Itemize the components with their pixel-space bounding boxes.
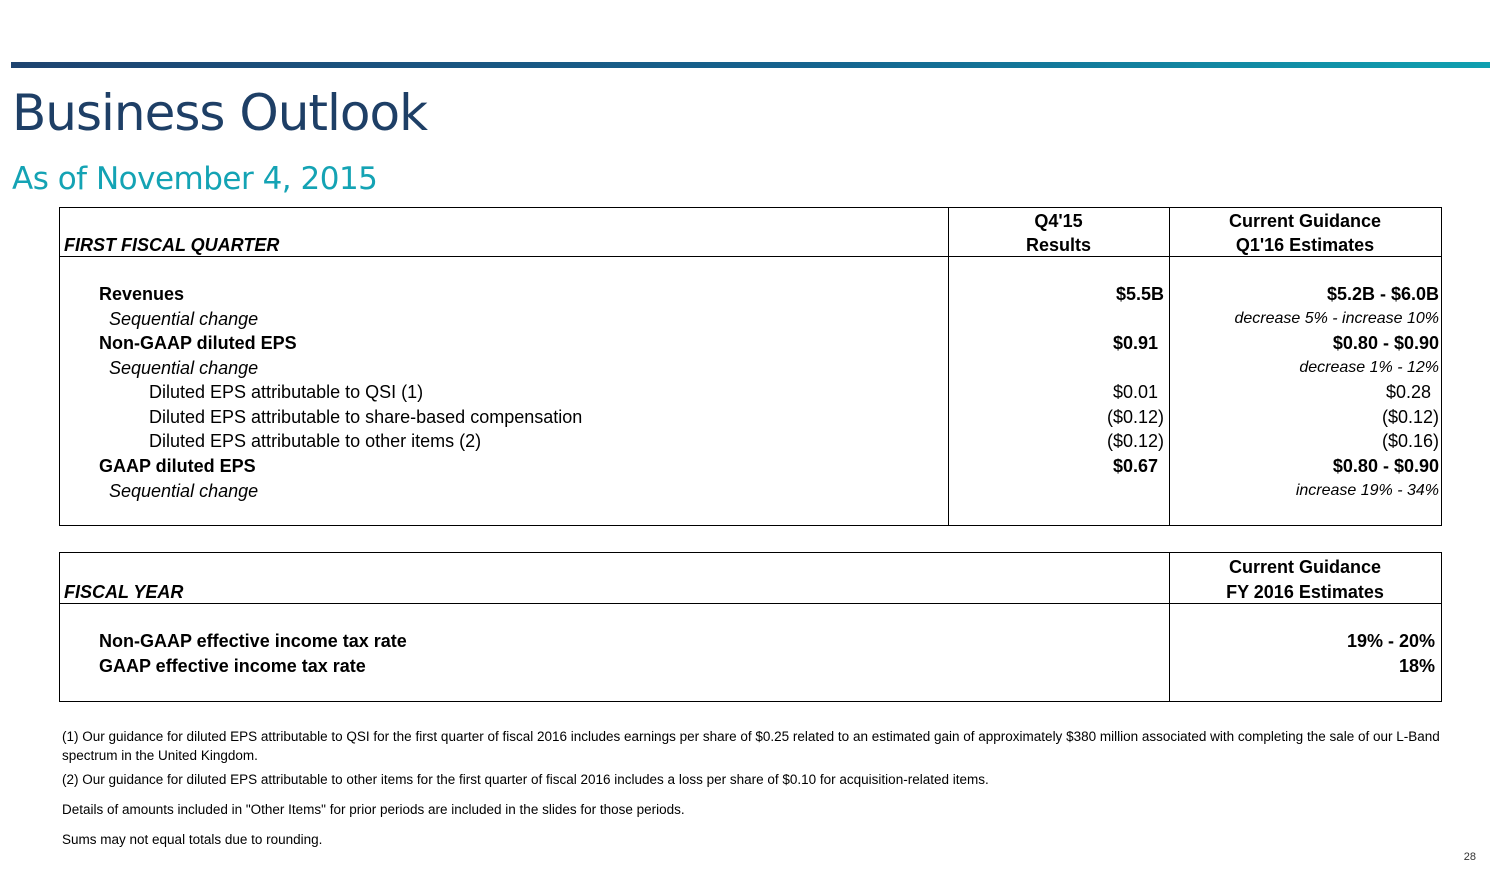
row-q4-nongaap-eps: $0.91 — [1112, 333, 1158, 353]
section-label-fiscal-year: FISCAL YEAR — [64, 582, 184, 602]
row-label-nongaap-tax: Non-GAAP effective income tax rate — [99, 631, 407, 651]
row-value-nongaap-tax: 19% - 20% — [1346, 631, 1435, 651]
row-q4-sbc: ($0.12) — [1106, 407, 1164, 427]
row-label-sbc: Diluted EPS attributable to share-based compensation — [149, 407, 583, 427]
header-guidance-line2: Q1'16 Estimates — [1235, 235, 1375, 255]
row-label-revenues: Revenues — [99, 284, 185, 304]
row-guidance-revenue-seq: decrease 5% - increase 10% — [1234, 310, 1439, 327]
row-q4-qsi: $0.01 — [1112, 382, 1158, 402]
row-label-nongaap-eps: Non-GAAP diluted EPS — [99, 333, 297, 353]
footnote-1: (1) Our guidance for diluted EPS attributable to QSI for the first quarter of fiscal 2016 includes earnings per share of $0.25 related to an estimated gain of approximately $380 million associated with completing the sale of our L-Band spectrum in the United Kingdom. — [62, 729, 1440, 763]
footnote-2: (2) Our guidance for diluted EPS attributable to other items for the first quarter of fiscal 2016 includes a loss per share of $0.10 for acquisition-related items. — [62, 772, 989, 787]
header-q4-line1: Q4'15 — [1034, 211, 1083, 231]
row-guidance-gaap-seq: increase 19% - 34% — [1295, 482, 1439, 499]
header-fy-line1: Current Guidance — [1228, 557, 1382, 577]
row-guidance-revenues: $5.2B - $6.0B — [1326, 284, 1439, 304]
header-fy-line2: FY 2016 Estimates — [1226, 582, 1384, 602]
row-value-gaap-tax: 18% — [1398, 656, 1435, 676]
row-guidance-other-items: ($0.16) — [1381, 431, 1439, 451]
footnote-other-items: Details of amounts included in "Other Items" for prior periods are included in the slides for those periods. — [62, 802, 685, 817]
row-label-gaap-seq: Sequential change — [109, 481, 259, 501]
top-accent-bar — [11, 62, 1490, 68]
row-guidance-nongaap-eps: $0.80 - $0.90 — [1332, 333, 1439, 353]
row-q4-revenues: $5.5B — [1115, 284, 1164, 304]
page-title: Business Outlook — [12, 84, 428, 142]
row-q4-other-items: ($0.12) — [1106, 431, 1164, 451]
header-guidance-line1: Current Guidance — [1228, 211, 1382, 231]
row-label-gaap-eps: GAAP diluted EPS — [99, 456, 256, 476]
header-q4-line2: Results — [1025, 235, 1092, 255]
row-label-nongaap-seq: Sequential change — [109, 358, 259, 378]
row-guidance-gaap-eps: $0.80 - $0.90 — [1332, 456, 1439, 476]
footnote-rounding: Sums may not equal totals due to rounding. — [62, 832, 323, 847]
row-guidance-qsi: $0.28 — [1385, 382, 1431, 402]
row-label-other-items: Diluted EPS attributable to other items (2) — [149, 431, 482, 451]
quarter-outlook-table — [59, 207, 1442, 526]
section-label-quarter: FIRST FISCAL QUARTER — [64, 235, 280, 255]
row-label-gaap-tax: GAAP effective income tax rate — [99, 656, 366, 676]
row-q4-gaap-eps: $0.67 — [1112, 456, 1158, 476]
fiscal-year-outlook-table — [59, 552, 1442, 702]
row-label-revenue-seq: Sequential change — [109, 309, 259, 329]
page-subtitle: As of November 4, 2015 — [12, 161, 378, 197]
page-number: 28 — [1463, 851, 1476, 863]
row-guidance-nongaap-seq: decrease 1% - 12% — [1299, 359, 1439, 376]
row-label-qsi: Diluted EPS attributable to QSI (1) — [149, 382, 424, 402]
row-guidance-sbc: ($0.12) — [1381, 407, 1439, 427]
